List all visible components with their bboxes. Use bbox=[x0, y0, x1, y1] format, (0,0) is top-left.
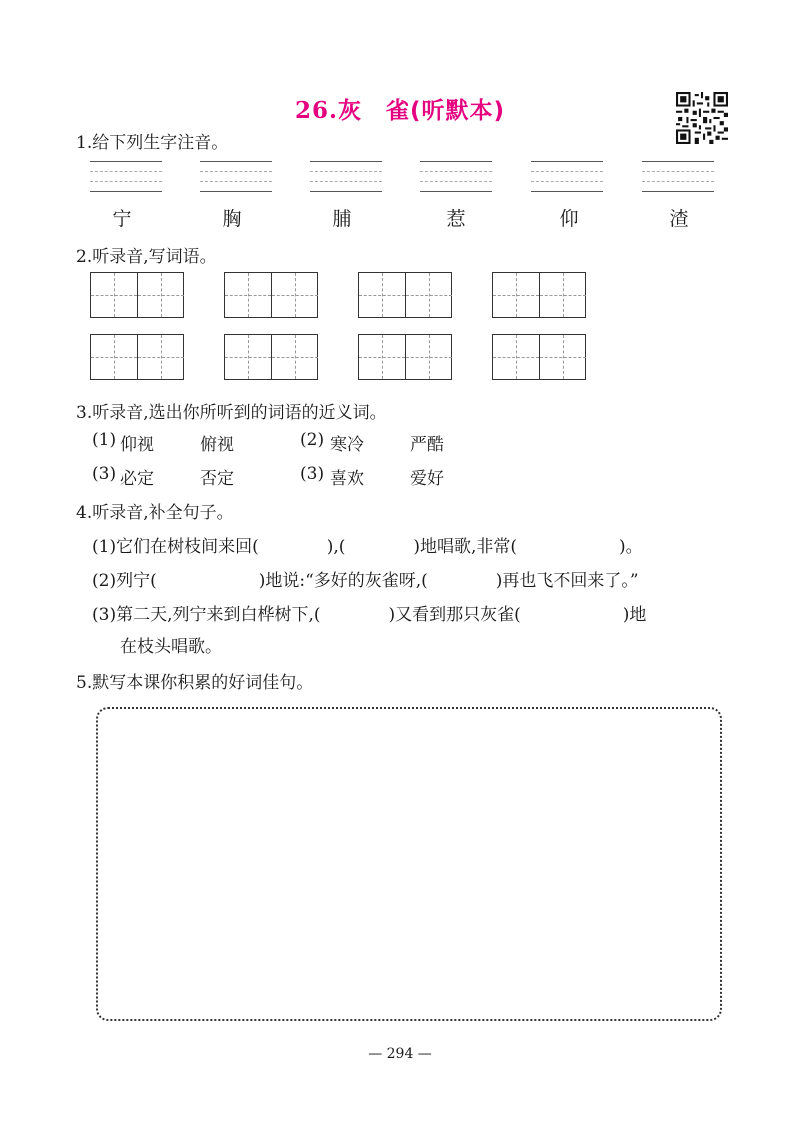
fill-in-sentence-3-cont: 在枝头唱歌。 bbox=[120, 637, 222, 657]
tianzige-cell[interactable] bbox=[137, 273, 184, 317]
title-sub: (听默本) bbox=[409, 98, 506, 124]
word-writing-box[interactable] bbox=[358, 272, 452, 318]
character: 胸 bbox=[222, 208, 242, 230]
question-1-label: 1.给下列生字注音。 bbox=[76, 133, 229, 153]
pinyin-field[interactable] bbox=[90, 161, 162, 195]
option-num: (2) bbox=[300, 430, 325, 450]
tianzige-cell[interactable] bbox=[225, 335, 271, 379]
question-2-label: 2.听录音,写词语。 bbox=[76, 247, 217, 267]
tianzige-cell[interactable] bbox=[137, 335, 184, 379]
option-word[interactable]: 仰视 bbox=[120, 435, 154, 455]
tianzige-cell[interactable] bbox=[271, 273, 318, 317]
option-num: (3) bbox=[92, 464, 117, 484]
option-word[interactable]: 爱好 bbox=[410, 469, 444, 489]
character: 仰 bbox=[559, 208, 579, 230]
character: 渣 bbox=[669, 208, 689, 230]
word-writing-box[interactable] bbox=[90, 272, 184, 318]
option-word[interactable]: 必定 bbox=[120, 469, 154, 489]
option-word[interactable]: 喜欢 bbox=[330, 469, 364, 489]
character: 惹 bbox=[446, 208, 466, 230]
qr-code-icon[interactable] bbox=[676, 92, 728, 144]
character: 脯 bbox=[332, 208, 352, 230]
option-word[interactable]: 俯视 bbox=[200, 435, 234, 455]
pinyin-field[interactable] bbox=[531, 161, 603, 195]
tianzige-cell[interactable] bbox=[539, 335, 586, 379]
title-number: 26. bbox=[294, 97, 338, 124]
question-5-label: 5.默写本课你积累的好词佳句。 bbox=[76, 673, 314, 693]
question-3-label: 3.听录音,选出你所听到的词语的近义词。 bbox=[76, 403, 387, 423]
option-word[interactable]: 严酷 bbox=[410, 435, 444, 455]
tianzige-cell[interactable] bbox=[91, 273, 137, 317]
title-main: 灰 雀 bbox=[337, 98, 410, 124]
tianzige-cell[interactable] bbox=[405, 273, 452, 317]
word-writing-box[interactable] bbox=[492, 272, 586, 318]
character: 宁 bbox=[112, 208, 132, 230]
word-writing-box[interactable] bbox=[224, 272, 318, 318]
option-word[interactable]: 寒冷 bbox=[330, 435, 364, 455]
tianzige-cell[interactable] bbox=[359, 335, 405, 379]
pinyin-field[interactable] bbox=[310, 161, 382, 195]
fill-in-sentence-1[interactable]: (1)它们在树枝间来回( ),( )地唱歌,非常( )。 bbox=[92, 537, 643, 557]
fill-in-sentence-2[interactable]: (2)列宁( )地说:“多好的灰雀呀,( )再也飞不回来了。” bbox=[92, 571, 639, 591]
tianzige-cell[interactable] bbox=[493, 273, 539, 317]
option-num: (1) bbox=[92, 430, 117, 450]
tianzige-cell[interactable] bbox=[225, 273, 271, 317]
tianzige-cell[interactable] bbox=[359, 273, 405, 317]
tianzige-cell[interactable] bbox=[493, 335, 539, 379]
pinyin-field[interactable] bbox=[200, 161, 272, 195]
word-writing-box[interactable] bbox=[492, 334, 586, 380]
option-num: (3) bbox=[300, 464, 325, 484]
pinyin-field[interactable] bbox=[642, 161, 714, 195]
page-number: — 294 — bbox=[368, 1046, 432, 1062]
word-writing-box[interactable] bbox=[224, 334, 318, 380]
tianzige-cell[interactable] bbox=[91, 335, 137, 379]
option-word[interactable]: 否定 bbox=[200, 469, 234, 489]
tianzige-cell[interactable] bbox=[271, 335, 318, 379]
question-4-label: 4.听录音,补全句子。 bbox=[76, 503, 234, 523]
writing-area-frame[interactable] bbox=[96, 707, 722, 1021]
tianzige-cell[interactable] bbox=[539, 273, 586, 317]
tianzige-cell[interactable] bbox=[405, 335, 452, 379]
word-writing-box[interactable] bbox=[358, 334, 452, 380]
pinyin-field[interactable] bbox=[420, 161, 492, 195]
fill-in-sentence-3[interactable]: (3)第二天,列宁来到白桦树下,( )又看到那只灰雀( )地 bbox=[92, 605, 647, 625]
word-writing-box[interactable] bbox=[90, 334, 184, 380]
